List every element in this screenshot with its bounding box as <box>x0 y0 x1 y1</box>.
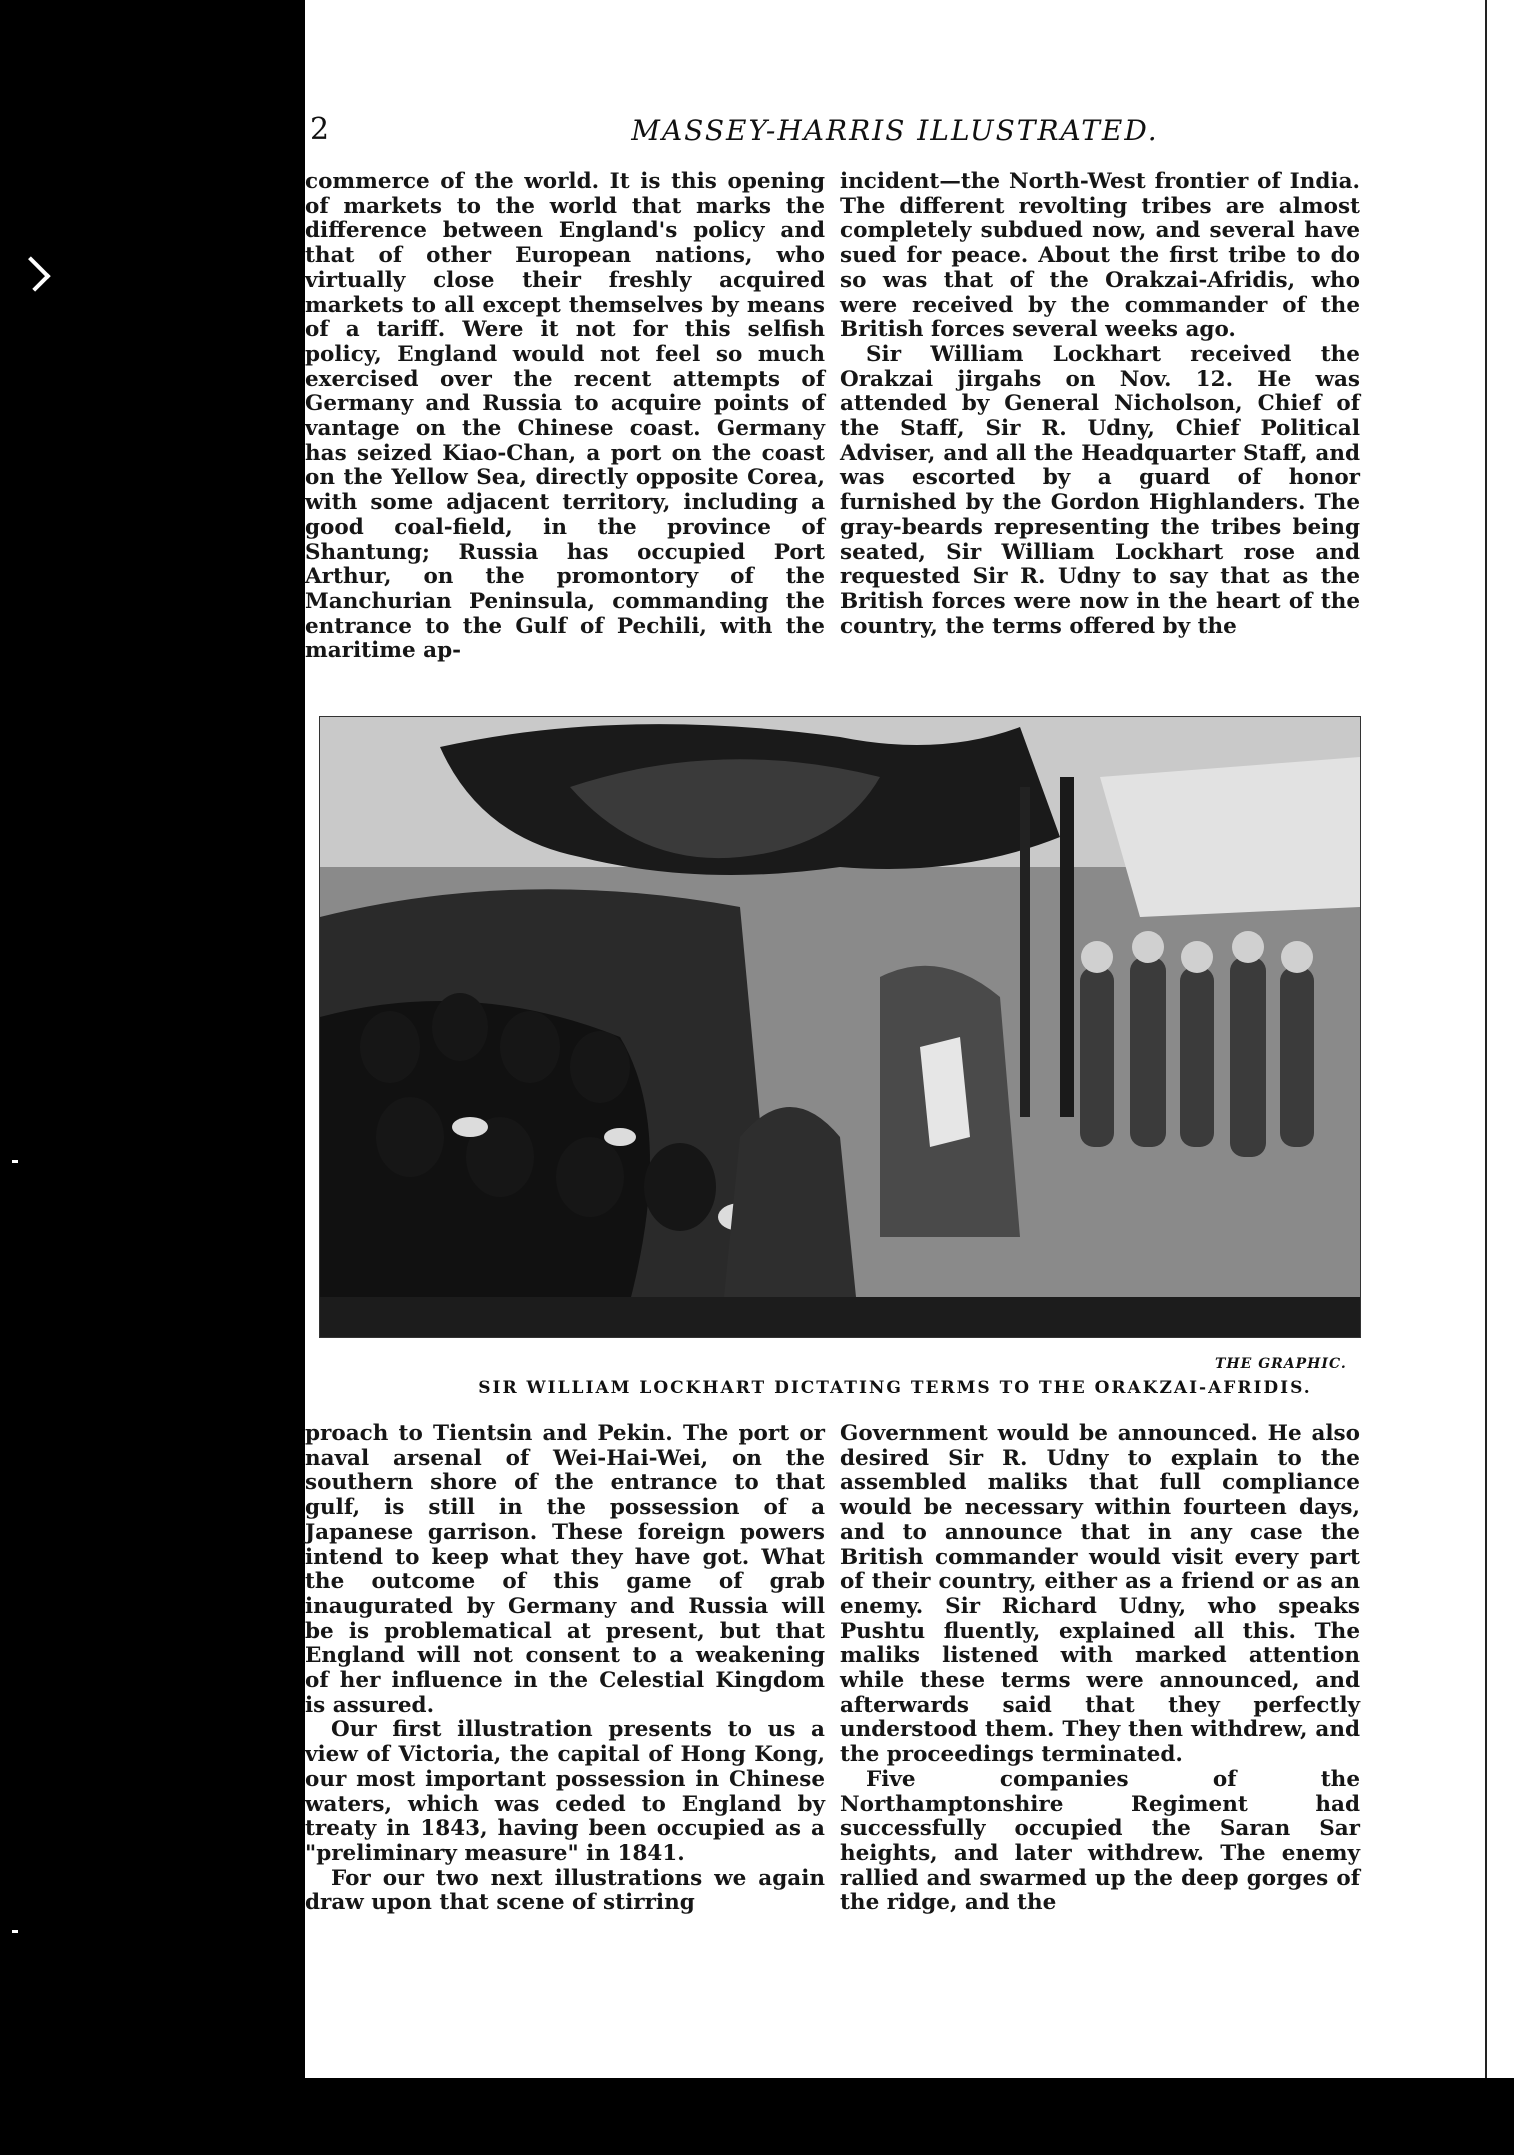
page <box>305 0 1485 2078</box>
paragraph: Five companies of the Northamptonshire Regiment had successfully occupied the Saran Sar heights, and later withdrew. The enemy rallied and swarmed up the deep gorges of the ridge, and the <box>840 1766 1360 1916</box>
scan-tick <box>12 1930 18 1933</box>
illustration-caption: SIR WILLIAM LOCKHART DICTATING TERMS TO THE ORAKZAI-AFRIDIS. <box>478 1378 1312 1398</box>
column-bottom-left <box>305 1422 825 1916</box>
column-top-right <box>840 170 1360 639</box>
page-header <box>305 112 1485 152</box>
scan-tick <box>12 1160 18 1163</box>
scan-margin-left <box>0 0 305 2155</box>
paragraph: commerce of the world. It is this opening of markets to the world that marks the difference between England's policy and that of other European nations, who virtually close their freshly acquired markets to all except themselves by means of a tariff. Were it not for this selfish policy, England would not feel so much exercised over the recent attempts of Germany and Russia to acquire points of vantage on the Chinese coast. Germany has seized Kiao-Chan, a port on the coast on the Yellow Sea, directly opposite Corea, with some adjacent territory, including a good coal-field, in the province of Shantung; Russia has occupied Port Arthur, on the promontory of the Manchurian Peninsula, commanding the entrance to the Gulf of Pechili, with the maritime ap- <box>305 169 825 664</box>
column-bottom-right <box>840 1422 1360 1916</box>
page-number: 2 <box>310 112 330 147</box>
paragraph: incident—the North-West frontier of India. The different revolting tribes are almost completely subdued now, and several have sued for peace. About the first tribe to do so was that of the Orakzai-Afridis, who were received by the commander of the British forces several weeks ago. <box>840 169 1360 343</box>
paragraph: Our first illustration presents to us a view of Victoria, the capital of Hong Kong, our most important possession in Chinese waters, which was ceded to England by treaty in 1843, having been occupied as a "preliminary measure" in 1841. <box>305 1717 825 1866</box>
paragraph: Government would be announced. He also desired Sir R. Udny to explain to the assembled maliks that full compliance would be necessary within fourteen days, and to announce that in any case the British commander would visit every part of their country, either as a friend or as an enemy. Sir Richard Udny, who speaks Pushtu fluently, explained all this. The maliks listened with marked attention while these terms were announced, and afterwards said that they perfectly understood them. They then withdrew, and the proceedings terminated. <box>840 1421 1360 1768</box>
column-top-left <box>305 170 825 664</box>
illustration-credit: THE GRAPHIC. <box>1215 1356 1347 1372</box>
scan-mark-icon <box>15 256 50 291</box>
paragraph: For our two next illustrations we again draw upon that scene of stirring <box>305 1865 825 1916</box>
illustration-lockhart-dictating-terms <box>319 716 1361 1338</box>
engraving-image <box>320 717 1360 1337</box>
scan-margin-right <box>1485 0 1514 2155</box>
paragraph: proach to Tientsin and Pekin. The port or naval arsenal of Wei-Hai-Wei, on the southern shore of the entrance to that gulf, is still in the possession of a Japanese garrison. These foreign powers intend to keep what they have got. What the outcome of this game of grab inaugurated by Germany and Russia will be is problematical at present, but that England will not consent to a weakening of her influence in the Celestial Kingdom is assured. <box>305 1421 825 1718</box>
running-title: MASSEY-HARRIS ILLUSTRATED. <box>631 114 1159 147</box>
scan-margin-bottom <box>0 2078 1514 2155</box>
paragraph: Sir William Lockhart received the Orakzai jirgahs on Nov. 12. He was attended by General Nicholson, Chief of the Staff, Sir R. Udny, Chief Political Adviser, and all the Headquarter Staff, and was escorted by a guard of honor furnished by the Gordon Highlanders. The gray-beards representing the tribes being seated, Sir William Lockhart rose and requested Sir R. Udny to say that as the British forces were now in the heart of the country, the terms offered by the <box>840 341 1360 639</box>
